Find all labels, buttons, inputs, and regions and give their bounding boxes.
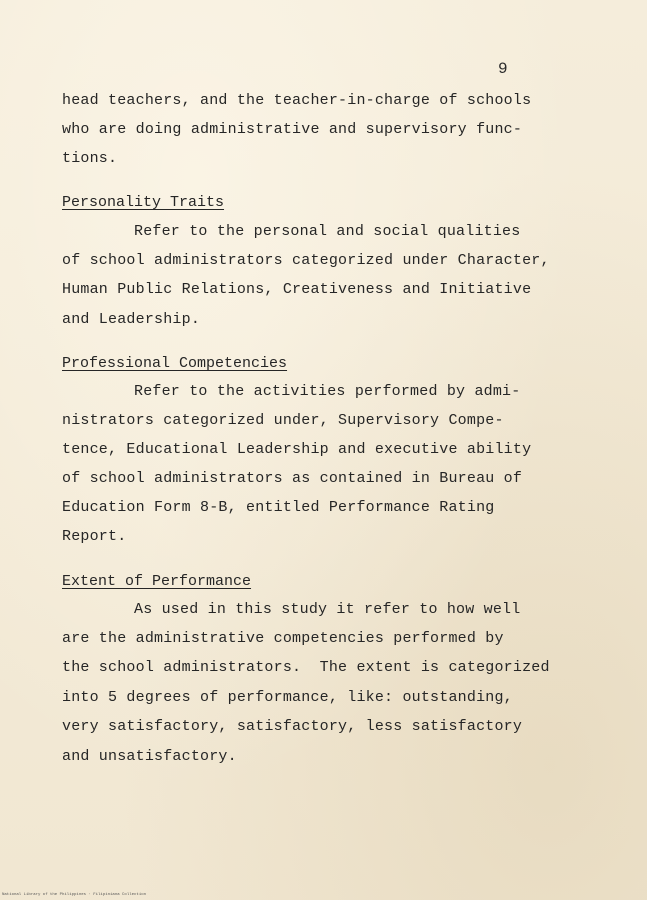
body-line: nistrators categorized under, Supervisory Compe- (62, 412, 504, 429)
body-line: and Leadership. (62, 311, 201, 328)
body-line: and unsatisfactory. (62, 748, 237, 765)
body-line: the school administrators. The extent is categorized (62, 659, 550, 676)
archive-footer-mark: National Library of the Philippines · Filipiniana Collection (2, 893, 147, 897)
page-number: 9 (498, 60, 508, 78)
body-line: As used in this study it refer to how well (134, 601, 521, 618)
section-heading-professional-competencies: Professional Competencies (62, 355, 288, 372)
body-line: are the administrative competencies performed by (62, 630, 504, 647)
body-line: Refer to the personal and social qualities (134, 223, 521, 240)
body-line: of school administrators as contained in Bureau of (62, 470, 523, 487)
body-line: Human Public Relations, Creativeness and Initiative (62, 281, 532, 298)
body-line: who are doing administrative and supervisory func- (62, 121, 523, 138)
section-heading-extent-of-performance: Extent of Performance (62, 573, 252, 590)
body-line: Refer to the activities performed by admi- (134, 383, 521, 400)
section-heading-personality-traits: Personality Traits (62, 194, 225, 211)
body-line: tions. (62, 150, 118, 167)
body-line: Education Form 8-B, entitled Performance Rating (62, 499, 495, 516)
body-line: into 5 degrees of performance, like: outstanding, (62, 689, 513, 706)
body-line: of school administrators categorized under Character, (62, 252, 550, 269)
body-line: very satisfactory, satisfactory, less satisfactory (62, 718, 523, 735)
body-line: tence, Educational Leadership and executive ability (62, 441, 532, 458)
body-line: Report. (62, 528, 127, 545)
body-line: head teachers, and the teacher-in-charge of schools (62, 92, 532, 109)
